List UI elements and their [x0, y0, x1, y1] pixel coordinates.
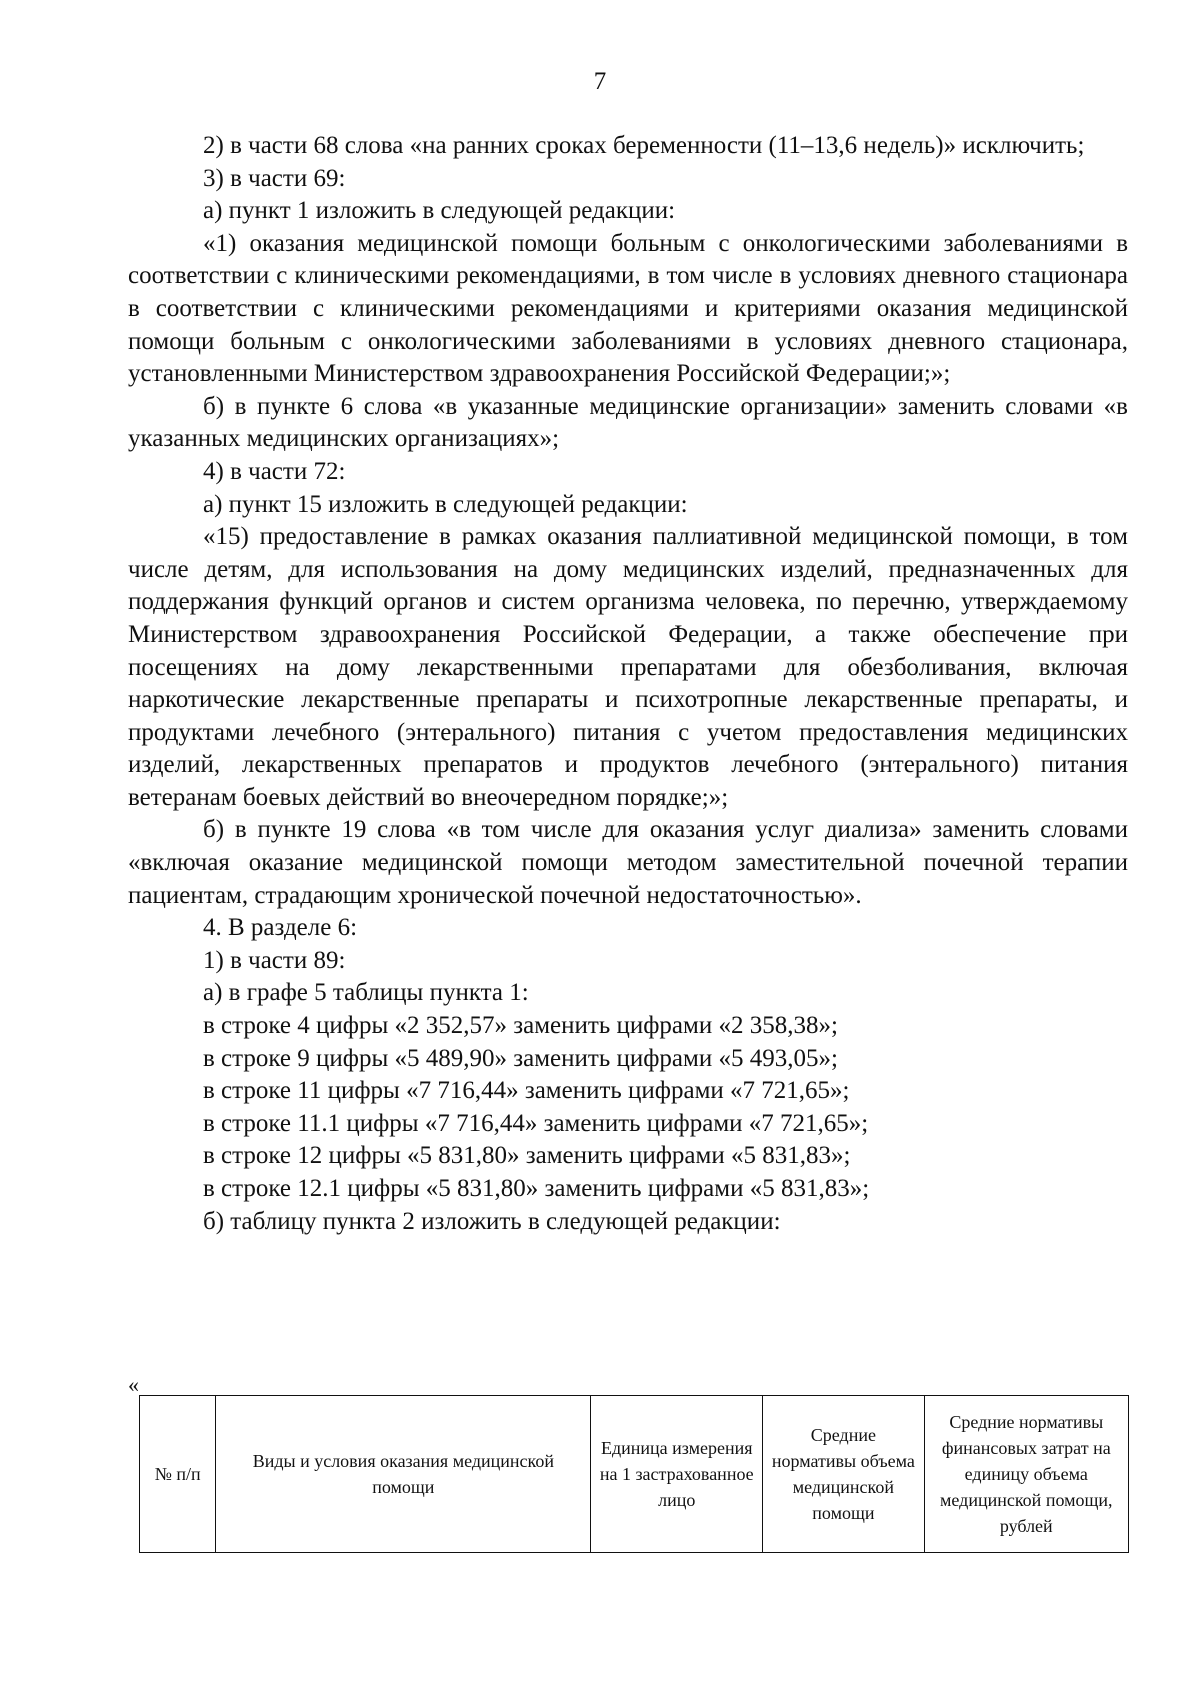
- table-header-cell: № п/п: [140, 1396, 216, 1553]
- paragraph: а) в графе 5 таблицы пункта 1:: [203, 979, 529, 1007]
- paragraph: 1) в части 89:: [203, 946, 346, 974]
- table-header-cell: Единица измерения на 1 застрахованное лицо: [591, 1396, 763, 1553]
- paragraph: в строке 11 цифры «7 716,44» заменить цифрами «7 721,65»;: [203, 1077, 850, 1105]
- paragraph: 4) в части 72:: [203, 457, 346, 485]
- table-header-cell: Средние нормативы объема медицинской помощи: [763, 1396, 924, 1553]
- paragraph: в строке 11.1 цифры «7 716,44» заменить цифрами «7 721,65»;: [203, 1109, 869, 1137]
- paragraph: в строке 9 цифры «5 489,90» заменить цифрами «5 493,05»;: [203, 1044, 838, 1072]
- paragraph: б) в пункте 19 слова «в том числе для оказания услуг диализа» заменить словами «включая оказание медицинской помощи методом заместительной почечной терапии пациентам, страдающим хронической почечной недостаточностью».: [128, 816, 1128, 909]
- paragraph: «1) оказания медицинской помощи больным с онкологическими заболеваниями в соответствии с клиническими рекомендациями, в том числе в условиях дневного стационара в соответствии с клиническими рекомендациями и критериями оказания медицинской помощи больным с онкологическими заболеваниями в условиях дневного стационара, установленными Министерством здравоохранения Российской Федерации;»;: [128, 229, 1128, 388]
- paragraph: а) пункт 1 изложить в следующей редакции:: [203, 197, 676, 225]
- paragraph: б) таблицу пункта 2 изложить в следующей редакции:: [203, 1207, 781, 1235]
- paragraph: в строке 12.1 цифры «5 831,80» заменить цифрами «5 831,83»;: [203, 1175, 870, 1202]
- page-number: 7: [593, 68, 607, 95]
- paragraph: «15) предоставление в рамках оказания паллиативной медицинской помощи, в том числе детям, для использования на дому медицинских изделий, предназначенных для поддержания функций органов и систем организма человека, по перечню, утверждаемому Министерством здравоохранения Российской Федерации, а также обеспечение при посещениях на дому лекарственными препаратами для обезболивания, включая наркотические лекарственные препараты и психотропные лекарственные препараты, и продуктами лечебного (энтерального) питания с учетом предоставления медицинских изделий, лекарственных препаратов и продуктов лечебного (энтерального) питания ветеранам боевых действий во внеочередном порядке;»;: [128, 523, 1128, 811]
- document-body: [128, 130, 1128, 1238]
- paragraph: 4. В разделе 6:: [203, 914, 358, 942]
- paragraph: в строке 4 цифры «2 352,57» заменить цифрами «2 358,38»;: [203, 1012, 838, 1040]
- paragraph: в строке 12 цифры «5 831,80» заменить цифрами «5 831,83»;: [203, 1142, 851, 1170]
- paragraph: б) в пункте 6 слова «в указанные медицинские организации» заменить словами «в указанных медицинских организациях»;: [128, 392, 1128, 453]
- paragraph: 2) в части 68 слова «на ранних сроках беременности (11–13,6 недель)» исключить;: [203, 132, 1085, 159]
- paragraph: а) пункт 15 изложить в следующей редакции:: [203, 490, 688, 518]
- opening-quote-mark: «: [128, 1372, 139, 1397]
- table-header-row: [140, 1396, 1129, 1553]
- paragraph: 3) в части 69:: [203, 164, 346, 192]
- table: [139, 1395, 1129, 1553]
- table-header-cell: Средние нормативы финансовых затрат на единицу объема медицинской помощи, рублей: [924, 1396, 1128, 1553]
- table-header-cell: Виды и условия оказания медицинской помощи: [216, 1396, 591, 1553]
